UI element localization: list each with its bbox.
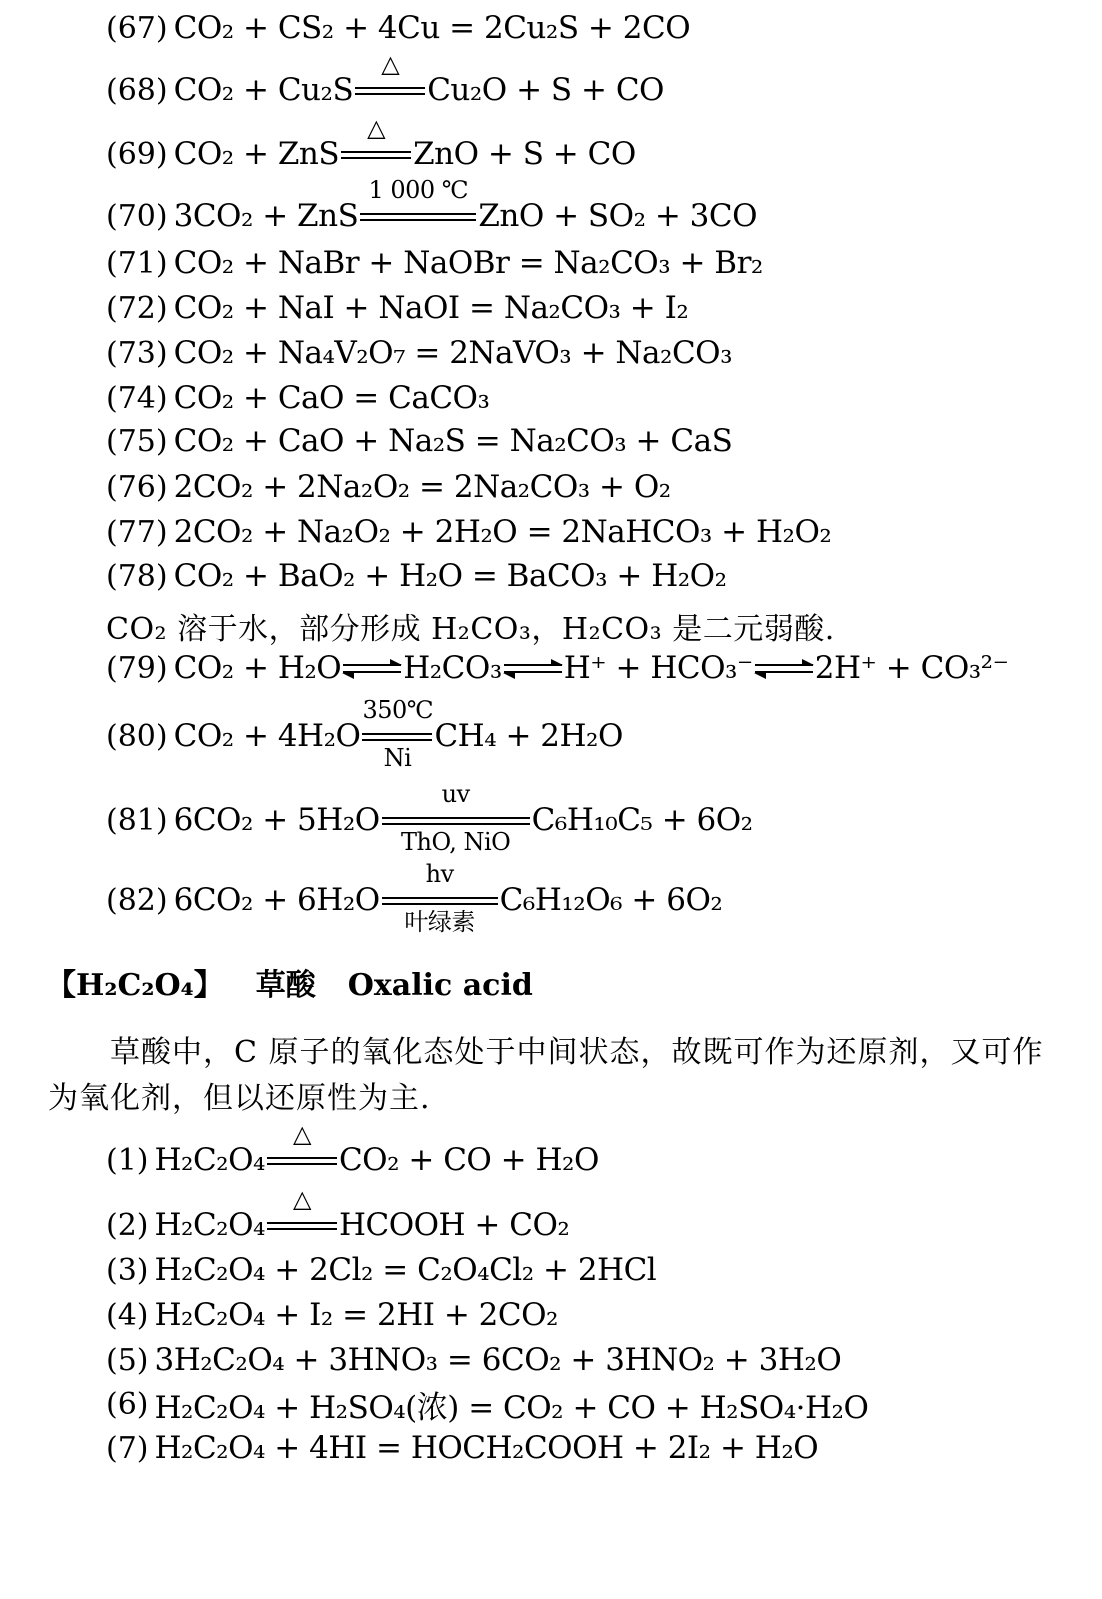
equation-text: 6CO₂ + 5H₂O	[173, 802, 380, 838]
section-formula: 【H₂C₂O₄】	[46, 968, 224, 1003]
equation-text: CO₂ + Cu₂S	[173, 72, 354, 108]
equation-text: C₆H₁₂O₆ + 6O₂	[499, 882, 723, 918]
reaction-condition-sign	[382, 780, 530, 856]
equation-line	[106, 860, 723, 936]
equation-text: CO₂ + ZnS	[173, 136, 340, 172]
equation-body	[155, 1252, 657, 1288]
condition-above: 350℃	[362, 696, 434, 724]
condition-above: △	[292, 1185, 311, 1213]
equation-line	[106, 421, 732, 461]
oxalic-intro-paragraph: 草酸中，C 原子的氧化态处于中间状态，故既可作为还原剂，又可作为氧化剂，但以还原性为主.	[48, 1035, 1044, 1116]
equation-text: ZnO + S + CO	[413, 136, 636, 172]
equation-number: (72)	[106, 290, 168, 326]
reaction-condition-sign	[360, 176, 476, 229]
equation-body	[173, 114, 636, 172]
h2co3-note: CO₂ 溶于水，部分形成 H₂CO₃，H₂CO₃ 是二元弱酸.	[106, 612, 835, 647]
equation-text: 2CO₂ + 2Na₂O₂ = 2Na₂CO₃ + O₂	[173, 469, 671, 505]
equation-body	[174, 290, 689, 326]
equation-text: H₂C₂O₄ + H₂SO₄(浓) = CO₂ + CO + H₂SO₄·H₂O	[154, 1389, 869, 1426]
equation-line	[106, 50, 664, 110]
equation-text: 2H⁺ + CO₃²⁻	[814, 650, 1009, 686]
equation-line	[106, 1295, 558, 1335]
equation-text: CO₂ + BaO₂ + H₂O = BaCO₃ + H₂O₂	[173, 558, 727, 594]
equation-text: 3H₂C₂O₄ + 3HNO₃ = 6CO₂ + 3HNO₂ + 3H₂O	[154, 1342, 842, 1378]
equation-text: CO₂ + 4H₂O	[173, 718, 361, 754]
equation-line	[106, 1428, 818, 1468]
equation-body	[174, 10, 691, 46]
equation-number: (78)	[106, 558, 168, 594]
equation-number: (77)	[106, 514, 168, 550]
equation-body	[174, 469, 671, 505]
condition-below: Ni	[383, 744, 412, 772]
equation-body	[174, 245, 763, 281]
equation-number: (75)	[106, 423, 168, 459]
condition-above: △	[292, 1120, 311, 1148]
equation-line	[106, 1384, 868, 1424]
equation-text: CO₂ + H₂O	[173, 650, 342, 686]
equation-body	[174, 423, 733, 459]
condition-above: hv	[425, 860, 454, 888]
equation-body	[173, 780, 753, 856]
equation-number: (80)	[106, 718, 168, 754]
equation-line	[106, 176, 758, 236]
condition-above: △	[367, 114, 386, 142]
reaction-condition-sign	[267, 1120, 337, 1173]
equation-line	[106, 288, 688, 328]
equation-number: (67)	[106, 10, 168, 46]
equation-text: CO₂ + CS₂ + 4Cu = 2Cu₂S + 2CO	[173, 10, 691, 46]
reaction-condition-sign	[362, 696, 434, 772]
section-heading	[46, 960, 533, 1004]
condition-above: 1 000 ℃	[368, 176, 469, 204]
equation-text: H₂C₂O₄	[154, 1207, 265, 1243]
equation-number: (5)	[106, 1342, 149, 1378]
equilibrium-arrow-icon	[504, 656, 562, 680]
equation-body	[174, 514, 832, 550]
equation-text: 6CO₂ + 6H₂O	[173, 882, 380, 918]
equilibrium-arrow-icon	[755, 656, 813, 680]
equation-number: (7)	[106, 1430, 149, 1466]
equation-number: (68)	[106, 72, 168, 108]
equation-line	[106, 8, 690, 48]
equation-line	[106, 467, 671, 507]
equation-line	[106, 648, 1008, 688]
equation-line	[106, 378, 489, 418]
equation-line	[106, 1185, 570, 1245]
equation-text: CO₂ + CaO = CaCO₃	[173, 380, 490, 416]
equation-text: CO₂ + NaBr + NaOBr = Na₂CO₃ + Br₂	[173, 245, 763, 281]
equation-line	[106, 556, 727, 596]
equation-body	[173, 696, 623, 772]
equation-text: H₂C₂O₄ + 2Cl₂ = C₂O₄Cl₂ + 2HCl	[154, 1252, 657, 1288]
equation-number: (81)	[106, 802, 168, 838]
equation-text: H₂CO₃	[403, 650, 502, 686]
equation-body	[173, 860, 723, 936]
reaction-condition-sign	[382, 860, 498, 936]
equation-body	[174, 558, 727, 594]
equation-body	[154, 1185, 570, 1243]
equation-number: (71)	[106, 245, 168, 281]
equation-number: (69)	[106, 136, 168, 172]
equation-line	[106, 780, 753, 856]
equation-number: (74)	[106, 380, 168, 416]
reaction-condition-sign	[355, 50, 425, 103]
condition-below: ThO, NiO	[401, 828, 511, 856]
equation-line	[106, 512, 831, 552]
equation-text: CO₂ + NaI + NaOI = Na₂CO₃ + I₂	[173, 290, 689, 326]
equation-number: (73)	[106, 335, 168, 371]
equation-text: CH₄ + 2H₂O	[434, 718, 623, 754]
equation-body	[174, 335, 732, 371]
condition-above: △	[381, 50, 400, 78]
equation-text: HCOOH + CO₂	[338, 1207, 570, 1243]
equation-number: (76)	[106, 469, 168, 505]
equation-line	[106, 1120, 599, 1180]
equation-body	[154, 1120, 599, 1178]
equation-text: CO₂ + CaO + Na₂S = Na₂CO₃ + CaS	[173, 423, 733, 459]
reaction-condition-sign	[341, 114, 411, 167]
equation-line	[106, 333, 732, 373]
equation-text: Cu₂O + S + CO	[427, 72, 664, 108]
equilibrium-arrow-icon	[343, 656, 401, 680]
equation-text: H⁺ + HCO₃⁻	[563, 650, 753, 686]
equation-number: (1)	[106, 1142, 149, 1178]
equation-line	[106, 1340, 841, 1380]
equation-text: 2CO₂ + Na₂O₂ + 2H₂O = 2NaHCO₃ + H₂O₂	[173, 514, 832, 550]
equation-text: H₂C₂O₄ + 4HI = HOCH₂COOH + 2I₂ + H₂O	[154, 1430, 819, 1466]
reaction-condition-sign	[267, 1185, 337, 1238]
equation-number: (4)	[106, 1297, 149, 1333]
equation-body	[174, 650, 1009, 686]
condition-below: 叶绿素	[404, 908, 475, 936]
equation-body	[173, 176, 758, 234]
equation-line	[106, 243, 763, 283]
equation-line	[106, 696, 623, 772]
equation-text: H₂C₂O₄ + I₂ = 2HI + 2CO₂	[154, 1297, 558, 1333]
equation-body	[173, 50, 664, 108]
equation-text: CO₂ + Na₄V₂O₇ = 2NaVO₃ + Na₂CO₃	[173, 335, 733, 371]
equation-body	[155, 1342, 842, 1378]
equation-text: ZnO + SO₂ + 3CO	[478, 198, 758, 234]
equation-body	[155, 1430, 819, 1466]
equation-text: CO₂ + CO + H₂O	[338, 1142, 599, 1178]
section-name-cn: 草酸	[255, 968, 316, 1003]
equation-number: (3)	[106, 1252, 149, 1288]
equation-text: H₂C₂O₄	[154, 1142, 265, 1178]
equation-number: (79)	[106, 650, 168, 686]
equation-number: (70)	[106, 198, 168, 234]
equation-line	[106, 1250, 656, 1290]
equation-text: C₆H₁₀C₅ + 6O₂	[531, 802, 753, 838]
equation-body	[155, 1297, 558, 1333]
equation-number: (6)	[106, 1386, 149, 1422]
condition-above: uv	[441, 780, 470, 808]
equation-number: (2)	[106, 1207, 149, 1243]
equation-body	[174, 380, 490, 416]
equation-body	[155, 1382, 869, 1427]
section-name-en: Oxalic acid	[347, 968, 533, 1003]
equation-line	[106, 114, 636, 174]
equation-number: (82)	[106, 882, 168, 918]
equation-text: 3CO₂ + ZnS	[173, 198, 359, 234]
